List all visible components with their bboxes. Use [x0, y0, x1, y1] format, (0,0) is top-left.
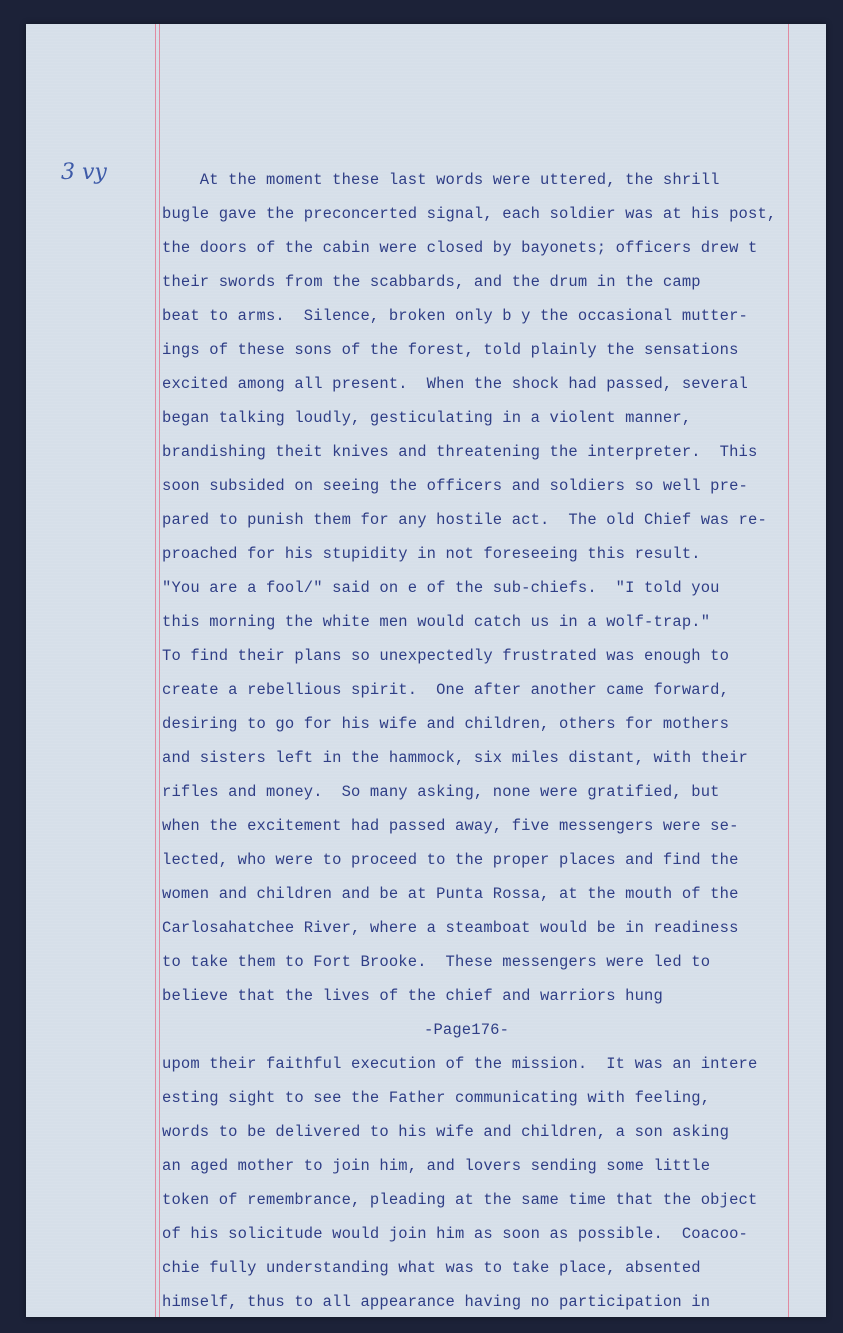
text-line: the doors of the cabin were closed by bayonets; officers drew t: [162, 239, 758, 257]
text-line: To find their plans so unexpectedly frustrated was enough to: [162, 647, 730, 665]
text-line: excited among all present. When the shock had passed, several: [162, 375, 748, 393]
handwritten-annotation: 3 vy: [61, 160, 107, 185]
text-line: beat to arms. Silence, broken only b y the occasional mutter-: [162, 307, 748, 325]
text-line: an aged mother to join him, and lovers sending some little: [162, 1157, 711, 1175]
text-line: began talking loudly, gesticulating in a violent manner,: [162, 409, 692, 427]
text-line: words to be delivered to his wife and children, a son asking: [162, 1123, 730, 1141]
text-line: their swords from the scabbards, and the drum in the camp: [162, 273, 701, 291]
text-line: lected, who were to proceed to the proper places and find the: [162, 851, 739, 869]
left-margin-rule: [155, 24, 156, 1317]
text-line: "You are a fool/" said on e of the sub-chiefs. "I told you: [162, 579, 720, 597]
text-line: to take them to Fort Brooke. These messengers were led to: [162, 953, 711, 971]
text-line: Carlosahatchee River, where a steamboat would be in readiness: [162, 919, 739, 937]
right-margin-rule: [788, 24, 789, 1317]
text-line: of his solicitude would join him as soon as possible. Coacoo-: [162, 1225, 748, 1243]
text-line: upom their faithful execution of the mission. It was an intere: [162, 1055, 758, 1073]
page-marker: -Page176-: [424, 1021, 510, 1039]
text-line: and sisters left in the hammock, six miles distant, with their: [162, 749, 748, 767]
text-line: proached for his stupidity in not foreseeing this result.: [162, 545, 701, 563]
text-line: ings of these sons of the forest, told plainly the sensations: [162, 341, 739, 359]
text-line: At the moment these last words were uttered, the shrill: [162, 171, 720, 189]
text-line: soon subsided on seeing the officers and soldiers so well pre-: [162, 477, 748, 495]
left-margin-rule-inner: [159, 24, 160, 1317]
text-line: himself, thus to all appearance having no participation in: [162, 1293, 711, 1311]
text-line: chie fully understanding what was to take place, absented: [162, 1259, 701, 1277]
text-line: desiring to go for his wife and children, others for mothers: [162, 715, 730, 733]
text-line: this morning the white men would catch us in a wolf-trap.": [162, 613, 711, 631]
text-line: brandishing theit knives and threatening the interpreter. This: [162, 443, 758, 461]
text-line: when the excitement had passed away, five messengers were se-: [162, 817, 739, 835]
text-line: token of remembrance, pleading at the same time that the object: [162, 1191, 758, 1209]
typed-page: [26, 24, 826, 1317]
text-line: women and children and be at Punta Rossa, at the mouth of the: [162, 885, 739, 903]
text-line: rifles and money. So many asking, none were gratified, but: [162, 783, 720, 801]
text-line: esting sight to see the Father communicating with feeling,: [162, 1089, 711, 1107]
text-line: create a rebellious spirit. One after another came forward,: [162, 681, 730, 699]
text-line: believe that the lives of the chief and warriors hung: [162, 987, 663, 1005]
text-line: pared to punish them for any hostile act. The old Chief was re-: [162, 511, 767, 529]
text-line: bugle gave the preconcerted signal, each soldier was at his post,: [162, 205, 777, 223]
